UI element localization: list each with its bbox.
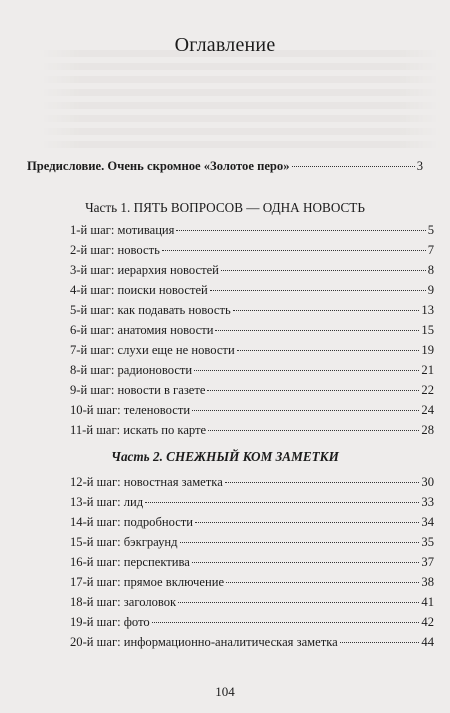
toc-entry[interactable] [70, 222, 434, 238]
toc-entry-page: 44 [421, 635, 434, 649]
toc-entry-page: 9 [427, 283, 434, 297]
dot-leader [192, 410, 419, 411]
toc-entry-page: 41 [421, 595, 434, 609]
toc-entry-label: 10-й шаг: теленовости [70, 403, 191, 417]
dot-leader [340, 642, 420, 643]
toc-entry-label: Предисловие. Очень скромное «Золотое перо» [27, 159, 290, 173]
toc-entry-label: 14-й шаг: подробности [70, 515, 194, 529]
toc-entry[interactable] [70, 382, 434, 398]
toc-entry[interactable] [70, 342, 434, 358]
toc-entry-page: 30 [421, 475, 434, 489]
toc-entry[interactable] [70, 474, 434, 490]
toc-entry[interactable] [70, 574, 434, 590]
toc-entry-label: 18-й шаг: заголовок [70, 595, 177, 609]
dot-leader [221, 270, 426, 271]
toc-entry[interactable] [70, 594, 434, 610]
toc-entry-label: 15-й шаг: бэкграунд [70, 535, 178, 549]
toc-entry-page: 19 [421, 343, 434, 357]
toc-entry-page: 21 [421, 363, 434, 377]
toc-entry[interactable] [70, 634, 434, 650]
toc-entry-label: 17-й шаг: прямое включение [70, 575, 225, 589]
toc-entry[interactable] [70, 262, 434, 278]
part-heading-2: Часть 2. СНЕЖНЫЙ КОМ ЗАМЕТКИ [111, 449, 339, 464]
toc-entry-page: 34 [421, 515, 434, 529]
toc-entry[interactable] [70, 514, 434, 530]
toc-entry-page: 28 [421, 423, 434, 437]
toc-entry[interactable] [70, 614, 434, 630]
toc-entry[interactable] [70, 242, 434, 258]
dot-leader [226, 582, 419, 583]
toc-entry[interactable] [70, 362, 434, 378]
toc-entry-label: 2-й шаг: новость [70, 243, 160, 257]
toc-entry-page: 38 [421, 575, 434, 589]
page-number: 104 [215, 684, 235, 699]
toc-entry-page: 7 [427, 243, 434, 257]
toc-entry-page: 42 [421, 615, 434, 629]
toc-entry[interactable] [70, 422, 434, 438]
dot-leader [162, 250, 426, 251]
toc-entry-page: 5 [427, 223, 434, 237]
toc-entry-page: 3 [416, 159, 423, 173]
toc-entry[interactable] [70, 494, 434, 510]
bleed-through-text [40, 44, 440, 154]
toc-entry[interactable] [70, 302, 434, 318]
toc-entry[interactable] [70, 322, 434, 338]
part-heading-1: Часть 1. ПЯТЬ ВОПРОСОВ — ОДНА НОВОСТЬ [85, 200, 365, 215]
dot-leader [207, 390, 419, 391]
toc-entry[interactable] [70, 534, 434, 550]
toc-entry-label: 19-й шаг: фото [70, 615, 150, 629]
toc-entry-preface[interactable] [27, 158, 423, 174]
toc-entry-page: 35 [421, 535, 434, 549]
dot-leader [208, 430, 419, 431]
toc-entry[interactable] [70, 282, 434, 298]
dot-leader [194, 370, 419, 371]
toc-entry-label: 1-й шаг: мотивация [70, 223, 175, 237]
toc-entry[interactable] [70, 402, 434, 418]
dot-leader [215, 330, 419, 331]
toc-entry-label: 13-й шаг: лид [70, 495, 144, 509]
toc-entry-page: 37 [421, 555, 434, 569]
toc-entry-page: 8 [427, 263, 434, 277]
dot-leader [152, 622, 420, 623]
toc-entry-page: 13 [421, 303, 434, 317]
toc-entry-page: 24 [421, 403, 434, 417]
dot-leader [176, 230, 425, 231]
dot-leader [292, 166, 415, 167]
dot-leader [145, 502, 419, 503]
toc-entry-page: 15 [421, 323, 434, 337]
toc-entry-label: 5-й шаг: как подавать новость [70, 303, 231, 317]
toc-entry-label: 7-й шаг: слухи еще не новости [70, 343, 235, 357]
dot-leader [210, 290, 426, 291]
toc-entry-label: 11-й шаг: искать по карте [70, 423, 207, 437]
toc-entry-label: 9-й шаг: новости в газете [70, 383, 206, 397]
toc-entry-label: 4-й шаг: поиски новостей [70, 283, 208, 297]
toc-title: Оглавление [174, 34, 276, 56]
toc-entry-label: 6-й шаг: анатомия новости [70, 323, 214, 337]
toc-entry-label: 20-й шаг: информационно-аналитическая заметка [70, 635, 338, 649]
dot-leader [195, 522, 419, 523]
toc-entry-label: 16-й шаг: перспектива [70, 555, 190, 569]
dot-leader [225, 482, 420, 483]
toc-entry-page: 22 [421, 383, 434, 397]
toc-entry[interactable] [70, 554, 434, 570]
dot-leader [233, 310, 420, 311]
dot-leader [237, 350, 420, 351]
dot-leader [192, 562, 420, 563]
toc-entry-page: 33 [421, 495, 434, 509]
toc-entry-label: 3-й шаг: иерархия новостей [70, 263, 219, 277]
dot-leader [180, 542, 420, 543]
dot-leader [178, 602, 419, 603]
toc-entry-label: 12-й шаг: новостная заметка [70, 475, 223, 489]
toc-entry-label: 8-й шаг: радионовости [70, 363, 193, 377]
